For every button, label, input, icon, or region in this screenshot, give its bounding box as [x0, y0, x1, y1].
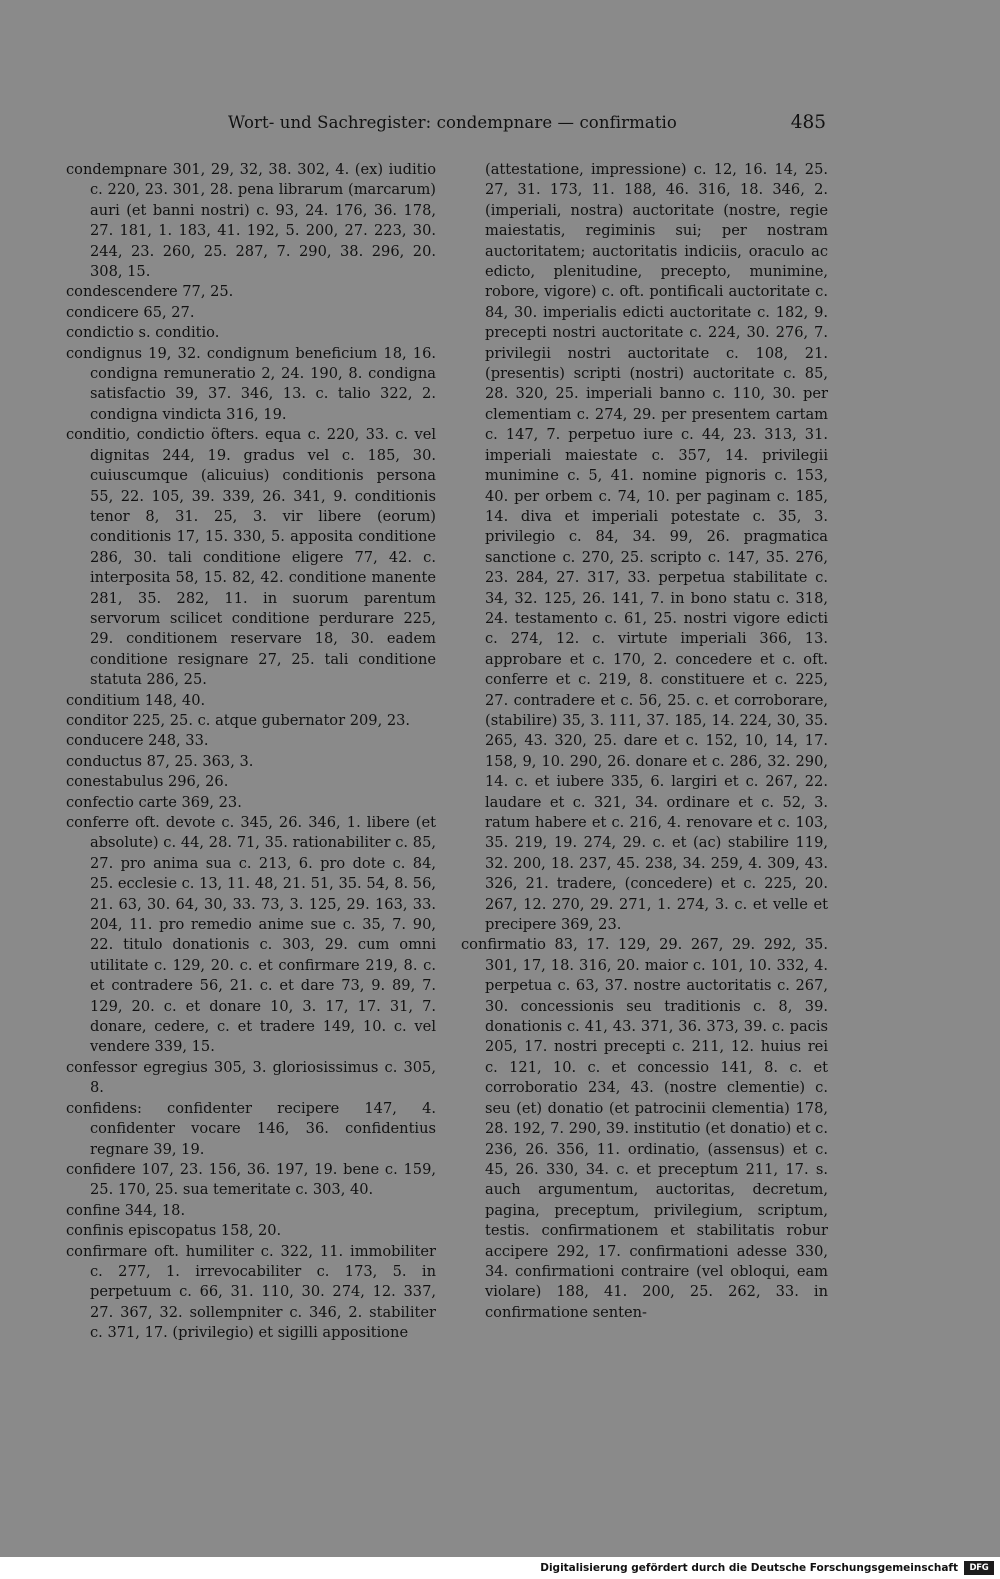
index-entry: confectio carte 369, 23.: [66, 793, 242, 811]
index-entry: confidens: confidenter recipere 147, 4. confidenter vocare 146, 36. confidentius regnare 39, 19.: [66, 1099, 436, 1158]
index-entry-continuation: (attestatione, impressione) c. 12, 16. 14, 25. 27, 31. 173, 11. 188, 46. 316, 18. 346, 2. (imperiali, nostra) auctoritate (nostre, regie maiestatis, regiminis sui; per nostram auctoritatem; auctoritatis indiciis, oraculo ac edicto, plenitudine, precepto, munimine, robore, vigore) c. oft. pontificali auctoritate c. 84, 30. imperialis edicti auctoritate c. 182, 9. precepti nostri auctoritate c. 224, 30. 276, 7. privilegii nostri auctoritate c. 108, 21. (presentis) scripti (nostri) auctoritate c. 85, 28. 320, 25. imperiali banno c. 110, 30. per clementiam c. 274, 29. per presentem cartam c. 147, 7. perpetuo iure c. 44, 23. 313, 31. imperiali maiestate c. 357, 14. privilegii munimine c. 5, 41. nomine pignoris c. 153, 40. per orbem c. 74, 10. per paginam c. 185, 14. diva et imperiali potestate c. 35, 3. privilegio c. 84, 34. 99, 26. pragmatica sanctione c. 270, 25. scripto c. 147, 35. 276, 23. 284, 27. 317, 33. perpetua stabilitate c. 34, 32. 125, 26. 141, 7. in bono statu c. 318, 24. testamento c. 61, 25. nostri vigore edicti c. 274, 12. c. virtute imperiali 366, 13. approbare et c. 170, 2. concedere et c. oft. conferre et c. 219, 8. constituere et c. 225, 27. contradere et c. 56, 25. c. et corroborare, (stabilire) 35, 3. 111, 37. 185, 14. 224, 30, 35. 265, 43. 320, 25. dare et c. 152, 10, 14, 17. 158, 9, 10. 290, 26. donare et c. 286, 32. 290, 14. c. et iubere 335, 6. largiri et c. 267, 22. laudare et c. 321, 34. ordinare et c. 52, 3. ratum habere et c. 216, 4. renovare et c. 103, 35. 219, 19. 274, 29. c. et (ac) stabilire 119, 32. 200, 18. 237, 45. 238, 34. 259, 4. 309, 43. 326, 21. tradere, (concedere) et c. 225, 20. 267, 12. 270, 29. 271, 1. 274, 3. c. et velle et precipere 369, 23.: [485, 161, 828, 934]
dfg-logo-icon: DFG: [964, 1561, 994, 1575]
index-entry: conditor 225, 25. c. atque gubernator 209, 23.: [66, 711, 411, 729]
index-entry: conductus 87, 25. 363, 3.: [66, 752, 254, 770]
index-entry: condescendere 77, 25.: [66, 283, 234, 301]
index-entry: condempnare 301, 29, 32, 38. 302, 4. (ex) iuditio c. 220, 23. 301, 28. pena librarum (marcarum) auri (et banni nostri) c. 93, 24. 176, 36. 178, 27. 181, 1. 183, 41. 192, 5. 200, 27. 223, 30. 244, 23. 260, 25. 287, 7. 290, 38. 296, 20. 308, 15.: [66, 161, 436, 281]
index-entry: confinis episcopatus 158, 20.: [66, 1222, 282, 1240]
index-entry: confirmatio 83, 17. 129, 29. 267, 29. 292, 35. 301, 17, 18. 316, 20. maior c. 101, 10. 332, 4. perpetua c. 63, 37. nostre auctoritatis c. 267, 30. concessionis seu traditionis c. 8, 39. donationis c. 41, 43. 371, 36. 373, 39. c. pacis 205, 17. nostri precepti c. 211, 12. huius rei c. 121, 10. c. et concessio 141, 8. c. et corroboratio 234, 43. (nostre clementie) c. seu (et) donatio (et patrocinii clementia) 178, 28. 192, 7. 290, 39. institutio (et donatio) et c. 236, 26. 356, 11. ordinatio, (assensus) et c. 45, 26. 330, 34. c. et preceptum 211, 17. s. auch argumentum, auctoritas, decretum, pagina, preceptum, privilegium, scriptum, testis. confirmationem et stabilitatis robur accipere 292, 17. confirmationi adesse 330, 34. confirmationi contraire (vel obloqui, eam violare) 188, 41. 200, 25. 262, 33. in confirmatione senten-: [461, 936, 828, 1321]
footer-credit: Digitalisierung gefördert durch die Deutsche Forschungsgemeinschaft: [540, 1562, 958, 1574]
index-entry: confidere 107, 23. 156, 36. 197, 19. bene c. 159, 25. 170, 25. sua temeritate c. 303, 40.: [66, 1160, 436, 1199]
index-entry: conditio, condictio öfters. equa c. 220, 33. c. vel dignitas 244, 19. gradus vel c. 185, 30. cuiuscumque (alicuius) conditionis persona 55, 22. 105, 39. 339, 26. 341, 9. conditionis tenor 8, 31. 25, 3. vir libere (eorum) conditionis 17, 15. 330, 5. apposita conditione 286, 30. tali conditione eligere 77, 42. c. interposita 58, 15. 82, 42. conditione manente 281, 35. 282, 11. in suorum parentum servorum scilicet conditione perdurare 225, 29. conditionem reservare 18, 30. eadem conditione resignare 27, 25. tali conditione statuta 286, 25.: [66, 426, 436, 689]
digitization-footer: [0, 1557, 1000, 1579]
index-entry: condictio s. conditio.: [66, 324, 220, 342]
index-entry: confine 344, 18.: [66, 1201, 186, 1219]
index-column-right: [461, 160, 828, 1323]
index-entry: confessor egregius 305, 3. gloriosissimus c. 305, 8.: [66, 1058, 436, 1097]
index-column-left: [66, 160, 436, 1344]
index-entry: condignus 19, 32. condignum beneficium 18, 16. condigna remuneratio 2, 24. 190, 8. condigna satisfactio 39, 37. 346, 13. c. talio 322, 2. condigna vindicta 316, 19.: [66, 344, 436, 423]
running-title: Wort- und Sachregister: condempnare — confirmatio: [228, 113, 677, 132]
index-entry: condicere 65, 27.: [66, 303, 195, 321]
index-entry: conferre oft. devote c. 345, 26. 346, 1. libere (et absolute) c. 44, 28. 71, 35. rationabiliter c. 85, 27. pro anima sua c. 213, 6. pro dote c. 84, 25. ecclesie c. 13, 11. 48, 21. 51, 35. 54, 8. 56, 21. 63, 30. 64, 30, 33. 73, 3. 125, 29. 163, 33. 204, 11. pro remedio anime sue c. 35, 7. 90, 22. titulo donationis c. 303, 29. cum omni utilitate c. 129, 20. c. et confirmare 219, 8. c. et contradere 56, 21. c. et dare 73, 9. 89, 7. 129, 20. c. et donare 10, 3. 17, 17. 31, 7. donare, cedere, c. et tradere 149, 10. c. vel vendere 339, 15.: [66, 814, 436, 1056]
index-entry: confirmare oft. humiliter c. 322, 11. immobiliter c. 277, 1. irrevocabiliter c. 173, 5. in perpetuum c. 66, 31. 110, 30. 274, 12. 337, 27. 367, 32. sollempniter c. 346, 2. stabiliter c. 371, 17. (privilegio) et sigilli appositione: [66, 1242, 436, 1342]
index-entry: conestabulus 296, 26.: [66, 773, 229, 791]
page-header: [66, 113, 826, 143]
index-entry: conducere 248, 33.: [66, 732, 209, 750]
page-number: 485: [790, 112, 826, 133]
index-entry: conditium 148, 40.: [66, 691, 206, 709]
